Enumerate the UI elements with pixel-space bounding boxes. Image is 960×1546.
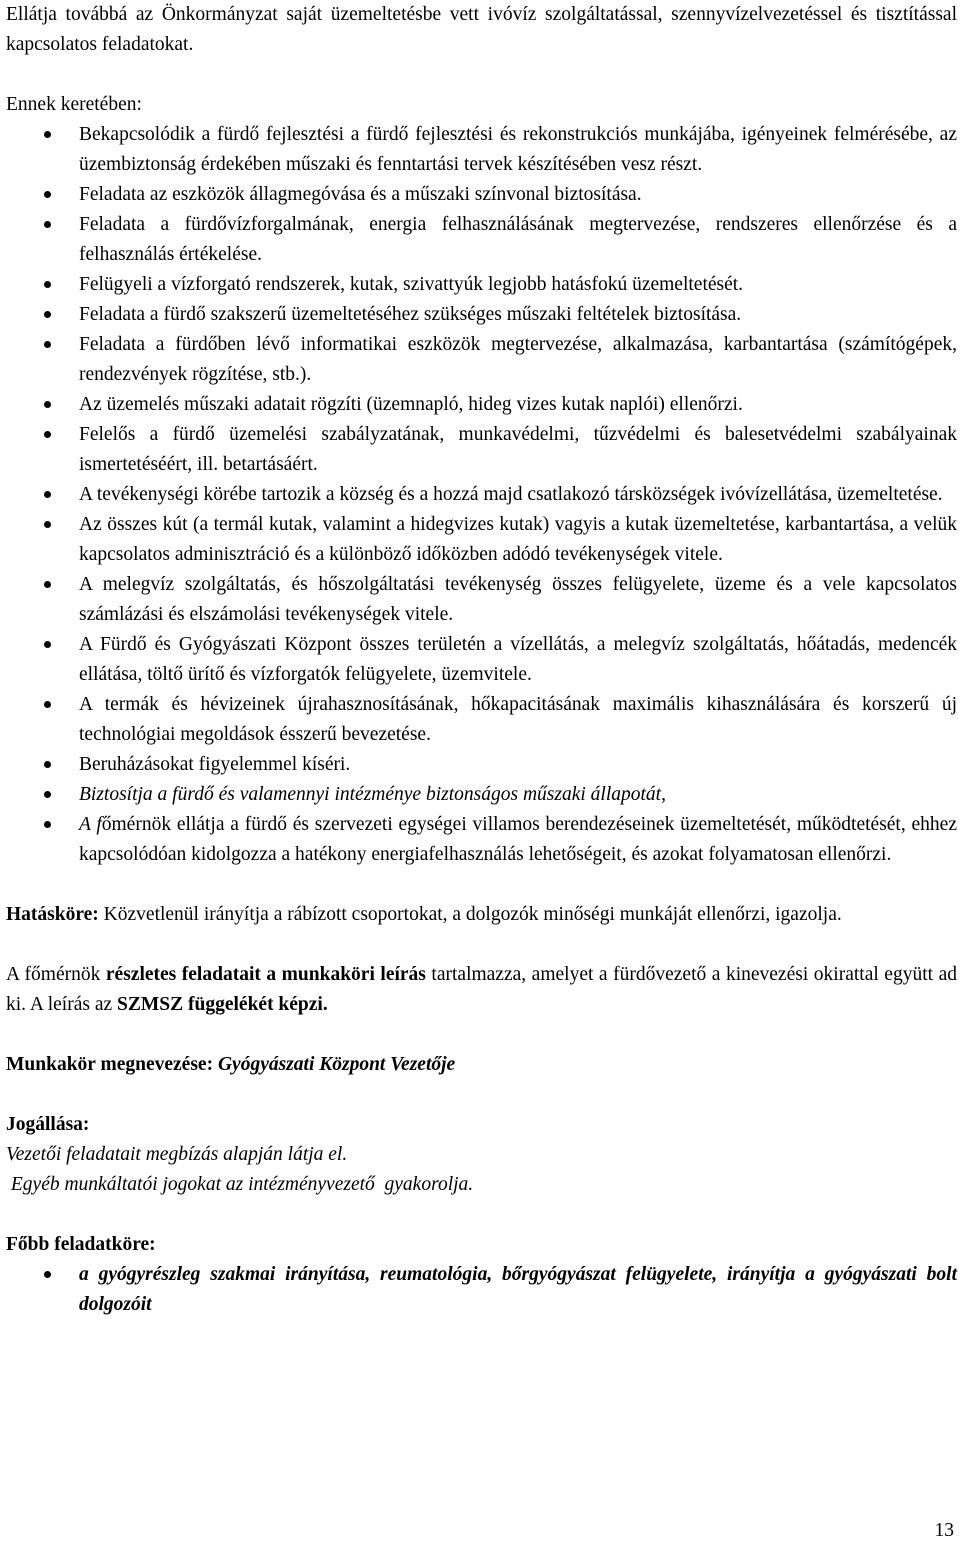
jogallasa-line-2: Egyéb munkáltatói jogokat az intézményvezető gyakorolja. (6, 1174, 474, 1195)
list-item-text: őmérnök ellátja a fürdő és szervezeti egységei villamos berendezéseinek üzemeltetését, működtetését, ehhez kapcsolódóan kidolgozza a hatékony energiafelhasználás lehetőségeit, és azokat folyamatosan ellenőrzi. (79, 814, 957, 865)
hataskore-label: Hatásköre: (6, 904, 99, 925)
section-intro: Ennek keretében: (6, 94, 142, 115)
fomernok-text-2: tartalmazza, amelyet a fürdővezető a kinevezési okirattal együtt ad ki. A leírás az (6, 964, 957, 1015)
list-item: Felelős a fürdő üzemelési szabályzatának, munkavédelmi, tűzvédelmi és balesetvédelmi szabályainak ismertetéséért, ill. betartásáért. (6, 420, 957, 480)
task-list (6, 120, 957, 870)
list-item: Feladata az eszközök állagmegóvása és a műszaki színvonal biztosítása. (6, 180, 957, 210)
list-item: A melegvíz szolgáltatás, és hőszolgáltatási tevékenység összes felügyelete, üzeme és a vele kapcsolatos számlázási és elszámolási tevékenységek vitele. (6, 570, 957, 630)
list-item-italic-start: A f (79, 814, 102, 835)
fomernok-bold-2: SZMSZ függelékét képzi. (117, 994, 328, 1015)
hataskore-paragraph (6, 900, 957, 930)
jogallasa-heading: Jogállása: (6, 1114, 90, 1135)
intro-paragraph: Ellátja továbbá az Önkormányzat saját üzemeltetésbe vett ivóvíz szolgáltatással, szennyvízelvezetéssel és tisztítással kapcsolatos feladatokat. (6, 4, 957, 55)
fobb-list (6, 1260, 957, 1320)
list-item: A tevékenységi körébe tartozik a község és a hozzá majd csatlakozó társközségek ivóvízellátása, üzemeltetése. (6, 480, 957, 510)
fomernok-paragraph (6, 960, 957, 1020)
page-number: 13 (934, 1520, 954, 1541)
munkakor-value: Gyógyászati Központ Vezetője (213, 1054, 456, 1075)
list-item (6, 810, 957, 870)
munkakor-label: Munkakör megnevezése: (6, 1054, 214, 1075)
fobb-heading: Főbb feladatköre: (6, 1234, 156, 1255)
list-item: Felügyeli a vízforgató rendszerek, kutak, szivattyúk legjobb hatásfokú üzemeltetését. (6, 270, 957, 300)
list-item: Beruházásokat figyelemmel kíséri. (6, 750, 957, 780)
fomernok-bold-1: részletes feladatait a munkaköri leírás (105, 964, 426, 985)
hataskore-text: Közvetlenül irányítja a rábízott csoportokat, a dolgozók minőségi munkáját ellenőrzi, igazolja. (98, 904, 842, 925)
fomernok-text-1: A főmérnök (6, 964, 106, 985)
list-item: Feladata a fürdővízforgalmának, energia felhasználásának megtervezése, rendszeres ellenőrzése és a felhasználás értékelése. (6, 210, 957, 270)
document-page (6, 0, 957, 1320)
list-item: A termák és hévizeinek újrahasznosításának, hőkapacitásának maximális kihasználására és korszerű új technológiai megoldások ésszerű bevezetése. (6, 690, 957, 750)
jogallasa-line-1: Vezetői feladatait megbízás alapján látja el. (6, 1144, 348, 1165)
list-item: Feladata a fürdő szakszerű üzemeltetéséhez szükséges műszaki feltételek biztosítása. (6, 300, 957, 330)
list-item: Az összes kút (a termál kutak, valamint a hidegvizes kutak) vagyis a kutak üzemeltetése, karbantartása, a velük kapcsolatos adminisztráció és a különböző időközben adódó tevékenységek vitele. (6, 510, 957, 570)
list-item: a gyógyrészleg szakmai irányítása, reumatológia, bőrgyógyászat felügyelete, irányítja a gyógyászati bolt dolgozóit (6, 1260, 957, 1320)
munkakor-line (6, 1050, 957, 1080)
list-item: Biztosítja a fürdő és valamennyi intézménye biztonságos műszaki állapotát, (6, 780, 957, 810)
list-item: Az üzemelés műszaki adatait rögzíti (üzemnapló, hideg vizes kutak naplói) ellenőrzi. (6, 390, 957, 420)
list-item: Feladata a fürdőben lévő informatikai eszközök megtervezése, alkalmazása, karbantartása (számítógépek, rendezvények rögzítése, stb.). (6, 330, 957, 390)
list-item: Bekapcsolódik a fürdő fejlesztési a fürdő fejlesztési és rekonstrukciós munkájába, igényeinek felmérésébe, az üzembiztonság érdekében műszaki és fenntartási tervek készítésében vesz részt. (6, 120, 957, 180)
list-item: A Fürdő és Gyógyászati Központ összes területén a vízellátás, a melegvíz szolgáltatás, hőátadás, medencék ellátása, töltő ürítő és vízforgatók felügyelete, üzemvitele. (6, 630, 957, 690)
